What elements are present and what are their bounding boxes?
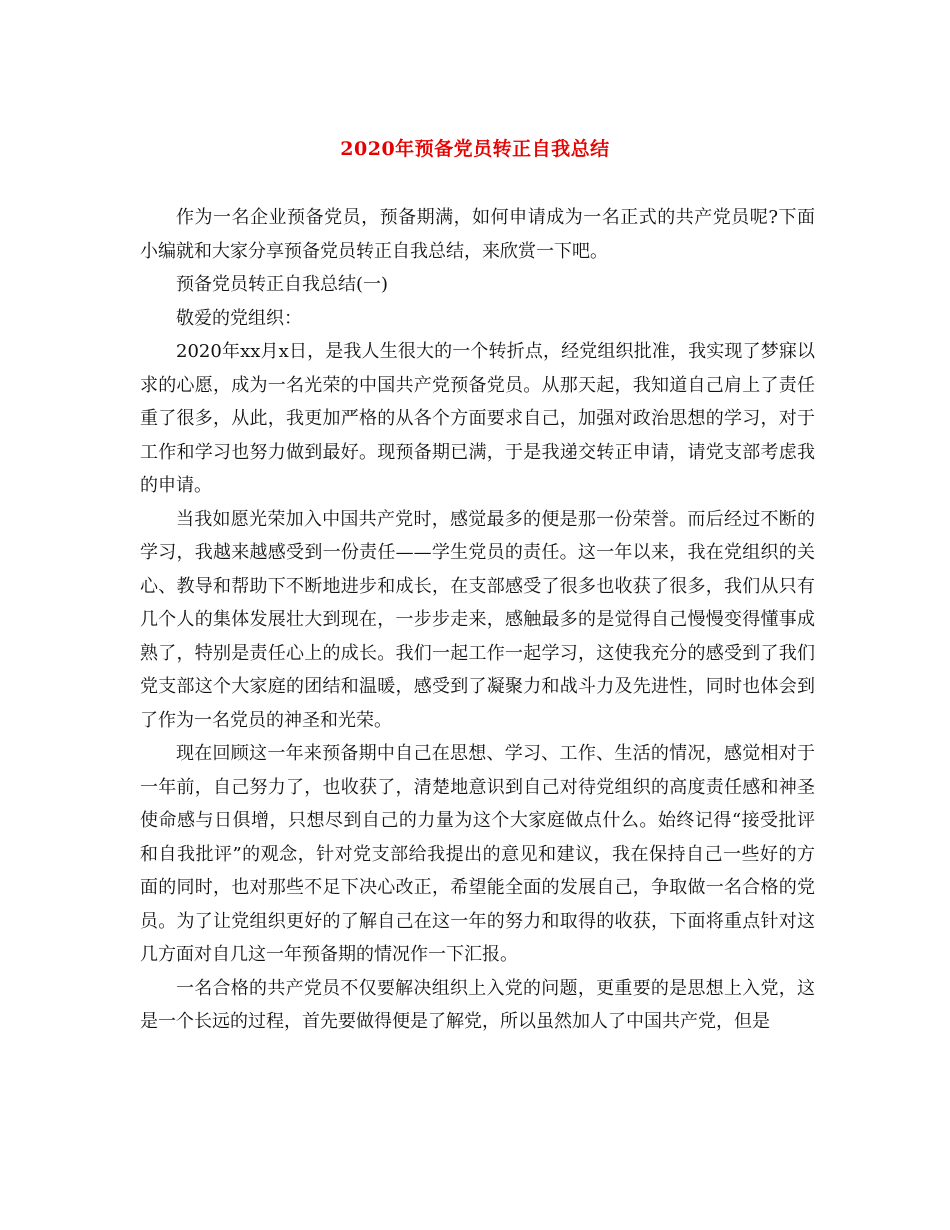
- paragraph-qualified-member: 一名合格的共产党员不仅要解决组织上入党的问题，更重要的是思想上入党，这是一个长远的过程，首先要做得便是了解党，所以虽然加人了中国共产党，但是: [140, 977, 815, 1032]
- paragraph-turning-point: 2020年xx月x日，是我人生很大的一个转折点，经党组织批准，我实现了梦寐以求的心愿，成为一名光荣的中国共产党预备党员。从那天起，我知道自己肩上了责任重了很多，从此，我更加严格的从各个方面要求自己，加强对政治思想的学习，对于工作和学习也努力做到最好。现预备期已满，于是我递交转正申请，请党支部考虑我的申请。: [140, 341, 815, 496]
- paragraph-intro: 作为一名企业预备党员，预备期满，如何申请成为一名正式的共产党员呢?下面小编就和大家分享预备党员转正自我总结，来欣赏一下吧。: [140, 207, 815, 262]
- section-heading: 预备党员转正自我总结(一): [176, 274, 389, 295]
- salutation: 敬爱的党组织：: [176, 307, 302, 329]
- paragraph-honor-responsibility: 当我如愿光荣加入中国共产党时，感觉最多的便是那一份荣誉。而后经过不断的学习，我越来越感受到一份责任——学生党员的责任。这一年以来，我在党组织的关心、教导和帮助下不断地进步和成长，在支部感受了很多也收获了很多，我们从只有几个人的集体发展壮大到现在，一步步走来，感触最多的是觉得自己慢慢变得懂事成熟了，特别是责任心上的成长。我们一起工作一起学习，这使我充分的感受到了我们党支部这个大家庭的团结和温暖，感受到了凝聚力和战斗力及先进性，同时也体会到了作为一名党员的神圣和光荣。: [140, 508, 815, 731]
- paragraph-review: 现在回顾这一年来预备期中自己在思想、学习、工作、生活的情况，感觉相对于一年前，自己努力了，也收获了，清楚地意识到自己对待党组织的高度责任感和神圣使命感与日俱增，只想尽到自己的力量为这个大家庭做点什么。始终记得“接受批评和自我批评”的观念，针对党支部给我提出的意见和建议，我在保持自己一些好的方面的同时，也对那些不足下决心改正，希望能全面的发展自己，争取做一名合格的党员。为了让党组织更好的了解自己在这一年的努力和取得的收获，下面将重点针对这几方面对自几这一年预备期的情况作一下汇报。: [140, 743, 815, 965]
- document-body: [140, 201, 815, 1039]
- document-title: 2020年预备党员转正自我总结: [340, 138, 610, 160]
